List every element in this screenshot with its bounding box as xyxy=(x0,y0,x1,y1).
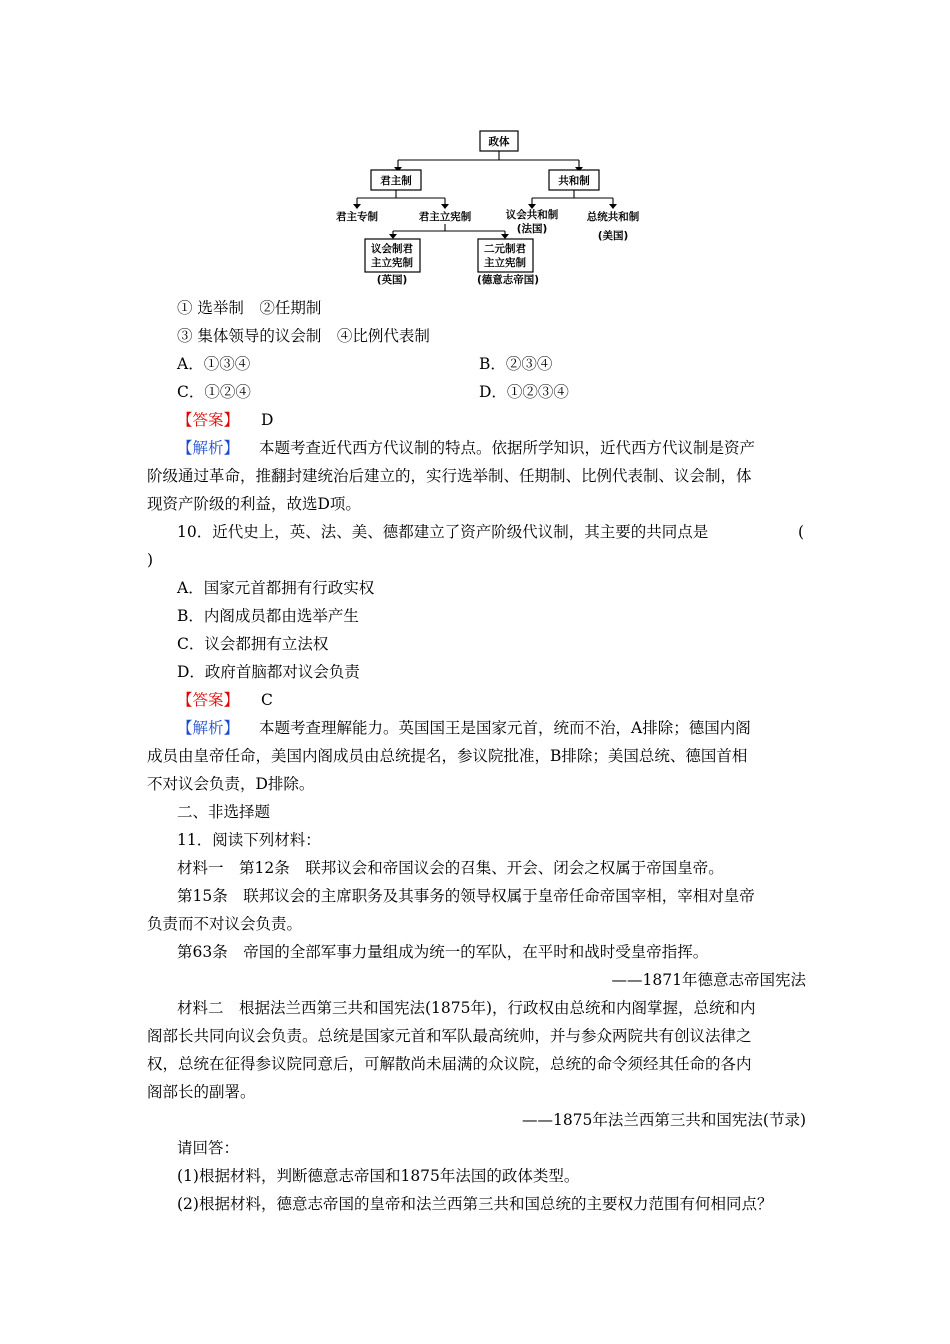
q9-analysis-line1 xyxy=(177,438,755,458)
republic-label: 共和制 xyxy=(558,175,590,187)
dual-monarchy-line2: 主立宪制 xyxy=(484,257,526,269)
monarchy-label: 君主制 xyxy=(380,175,412,187)
root-label: 政体 xyxy=(488,136,510,148)
analysis-label: 【解析】 xyxy=(177,439,240,457)
material1-line2: 第15条 联邦议会的主席职务及其事务的领导权属于皇帝任命帝国宰相，宰相对皇帝 xyxy=(177,887,755,905)
parliamentary-monarchy-line1: 议会制君 xyxy=(371,243,413,255)
q9-option-b: B．②③④ xyxy=(479,355,553,373)
q10-option-b: B．内阁成员都由选举产生 xyxy=(177,607,359,625)
answer-label: 【答案】 xyxy=(177,411,240,429)
material1-source: ——1871年德意志帝国宪法 xyxy=(611,971,806,989)
q10-analysis-line3: 不对议会负责，D排除。 xyxy=(147,775,315,793)
q9-option-a: A．①③④ xyxy=(177,355,251,373)
q9-analysis-line3: 现资产阶级的利益，故选D项。 xyxy=(147,495,361,513)
absolute-monarchy-label: 君主专制 xyxy=(336,211,378,223)
parliamentary-republic-note: (法国) xyxy=(516,223,548,235)
material1-line4: 第63条 帝国的全部军事力量组成为统一的军队，在平时和战时受皇帝指挥。 xyxy=(177,943,709,961)
q10-stem: 10．近代史上，英、法、美、德都建立了资产阶级代议制，其主要的共同点是 xyxy=(177,523,709,541)
q10-paren-open: ( xyxy=(798,523,805,541)
parliamentary-monarchy-note: (英国) xyxy=(376,274,408,286)
q10-option-c: C．议会都拥有立法权 xyxy=(177,635,329,653)
analysis-label: 【解析】 xyxy=(177,719,240,737)
q9-items-line1: ① 选举制 ②任期制 xyxy=(177,299,322,317)
sub-question-1: (1)根据材料，判断德意志帝国和1875年法国的政体类型。 xyxy=(177,1167,580,1185)
q9-option-c: C．①②④ xyxy=(177,383,251,401)
q9-items-line2: ③ 集体领导的议会制 ④比例代表制 xyxy=(177,327,430,345)
material1-line3: 负责而不对议会负责。 xyxy=(147,915,303,933)
analysis-text: 本题考查理解能力。英国国王是国家元首，统而不治，A排除；德国内阁 xyxy=(259,719,751,737)
dual-monarchy-line1: 二元制君 xyxy=(484,243,526,255)
q9-analysis-line2: 阶级通过革命，推翻封建统治后建立的，实行选举制、任期制、比例代表制、议会制，体 xyxy=(147,467,752,485)
material2-source: ——1875年法兰西第三共和国宪法(节录) xyxy=(521,1111,806,1129)
material2-line4: 阁部长的副署。 xyxy=(147,1083,256,1101)
material1-line1: 材料一 第12条 联邦议会和帝国议会的召集、开会、闭会之权属于帝国皇帝。 xyxy=(177,859,724,877)
q10-answer-line xyxy=(177,690,273,710)
analysis-text: 本题考查近代西方代议制的特点。依据所学知识，近代西方代议制是资产 xyxy=(259,439,756,457)
parliamentary-monarchy-line2: 主立宪制 xyxy=(371,257,413,269)
q9-option-d: D．①②③④ xyxy=(479,383,569,401)
q10-paren-close: ) xyxy=(147,551,154,569)
ask-label: 请回答： xyxy=(177,1139,240,1157)
sub-question-2: (2)根据材料，德意志帝国的皇帝和法兰西第三共和国总统的主要权力范围有何相同点？ xyxy=(177,1195,773,1213)
q10-option-a: A．国家元首都拥有行政实权 xyxy=(177,579,375,597)
q9-answer-line xyxy=(177,410,273,430)
government-forms-diagram xyxy=(320,128,660,290)
q10-analysis-line2: 成员由皇帝任命，美国内阁成员由总统提名，参议院批准，B排除；美国总统、德国首相 xyxy=(147,747,748,765)
answer-value: D xyxy=(261,411,274,429)
material2-line1: 材料二 根据法兰西第三共和国宪法(1875年)，行政权由总统和内阁掌握，总统和内 xyxy=(177,999,756,1017)
constitutional-monarchy-label: 君主立宪制 xyxy=(418,211,472,223)
section-heading: 二、非选择题 xyxy=(177,803,271,821)
presidential-republic-label: 总统共和制 xyxy=(586,211,640,223)
q10-option-d: D．政府首脑都对议会负责 xyxy=(177,663,360,681)
answer-value: C xyxy=(261,691,273,709)
material2-line3: 权，总统在征得参议院同意后，可解散尚未届满的众议院，总统的命令须经其任命的各内 xyxy=(147,1055,752,1073)
parliamentary-republic-label: 议会共和制 xyxy=(505,209,559,221)
dual-monarchy-note: (德意志帝国) xyxy=(476,274,540,286)
q10-analysis-line1 xyxy=(177,718,751,738)
material2-line2: 阁部长共同向议会负责。总统是国家元首和军队最高统帅，并与参众两院共有创议法律之 xyxy=(147,1027,752,1045)
q11-stem: 11．阅读下列材料： xyxy=(177,831,321,849)
presidential-republic-note: (美国) xyxy=(597,230,629,242)
answer-label: 【答案】 xyxy=(177,691,240,709)
